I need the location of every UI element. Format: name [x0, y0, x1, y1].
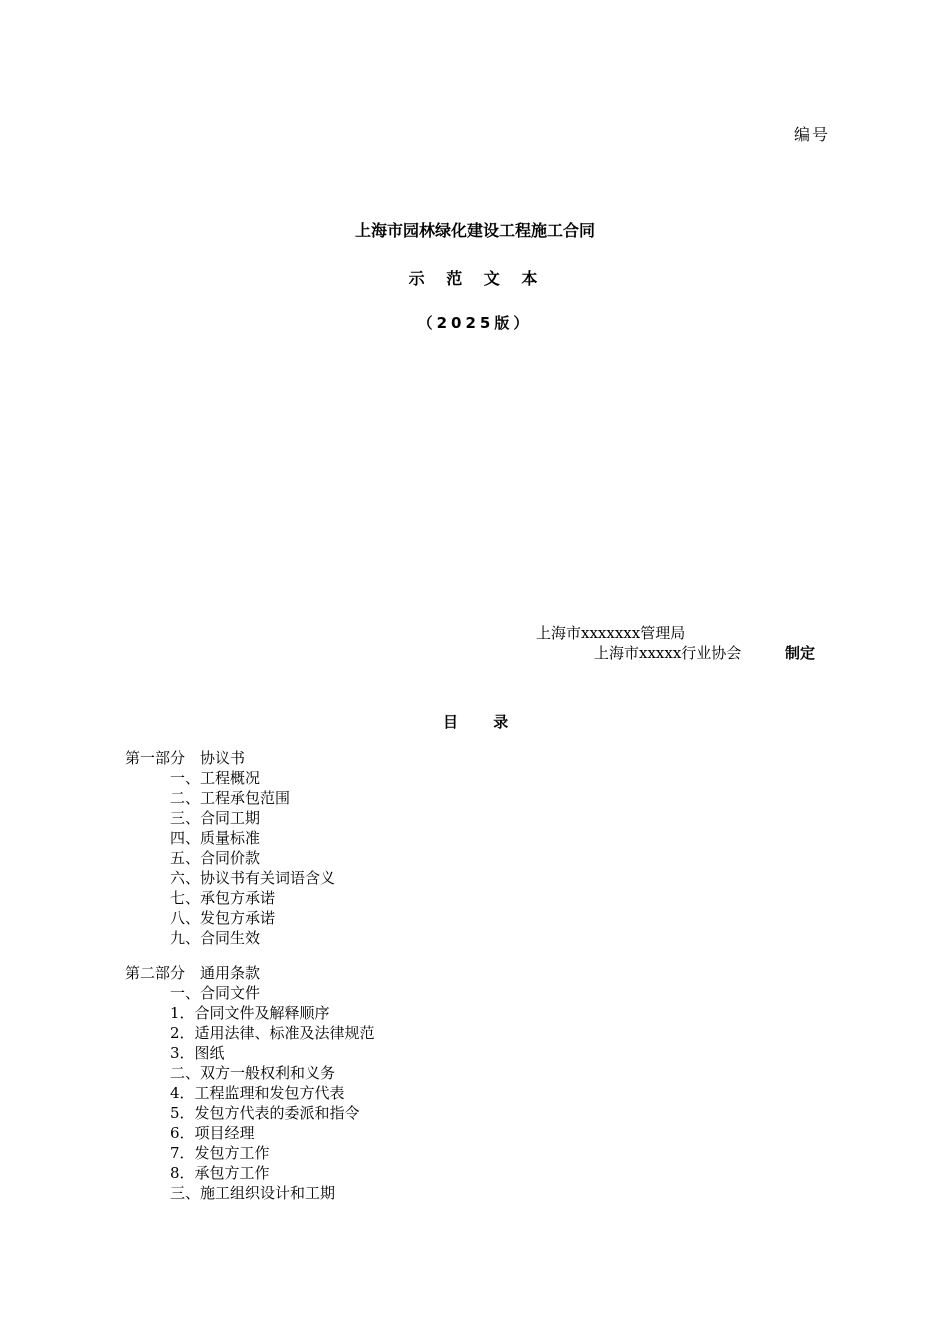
issuer-association: 上海市xxxxx行业协会	[594, 644, 742, 662]
toc-item: 4．工程监理和发包方代表	[170, 1084, 345, 1102]
toc-item: 一、工程概况	[170, 769, 261, 787]
toc-item: 7．发包方工作	[170, 1144, 270, 1162]
table-of-contents	[0, 748, 950, 1203]
toc-section-gap	[0, 948, 950, 963]
toc-item: 二、工程承包范围	[170, 789, 291, 807]
toc-item: 6．项目经理	[170, 1124, 255, 1142]
edition-label: （2025版）	[417, 314, 533, 332]
toc-item: 六、协议书有关词语含义	[170, 869, 336, 887]
document-number-label: 编号	[794, 125, 831, 144]
toc-title: 目 录	[443, 713, 509, 731]
toc-item: 一、合同文件	[170, 984, 261, 1002]
toc-item: 二、双方一般权利和义务	[170, 1064, 336, 1082]
toc-item: 2．适用法律、标准及法律规范	[170, 1024, 375, 1042]
toc-item: 九、合同生效	[170, 929, 261, 947]
toc-item: 五、合同价款	[170, 849, 261, 867]
toc-item: 四、质量标准	[170, 829, 261, 847]
toc-item: 8．承包方工作	[170, 1164, 270, 1182]
toc-item: 5．发包方代表的委派和指令	[170, 1104, 360, 1122]
toc-part-1: 第一部分 协议书	[125, 749, 246, 767]
toc-part-2: 第二部分 通用条款	[125, 964, 261, 982]
toc-item: 三、合同工期	[170, 809, 261, 827]
toc-item: 七、承包方承诺	[170, 889, 276, 907]
toc-item: 3．图纸	[170, 1044, 225, 1062]
issuer-bureau: 上海市xxxxxxx管理局	[536, 624, 686, 642]
contract-subtitle: 示 范 文 本	[408, 269, 546, 288]
toc-item: 八、发包方承诺	[170, 909, 276, 927]
contract-title: 上海市园林绿化建设工程施工合同	[354, 221, 595, 240]
toc-item: 三、施工组织设计和工期	[170, 1184, 336, 1202]
issuer-suffix: 制定	[785, 644, 816, 662]
toc-item: 1．合同文件及解释顺序	[170, 1004, 330, 1022]
